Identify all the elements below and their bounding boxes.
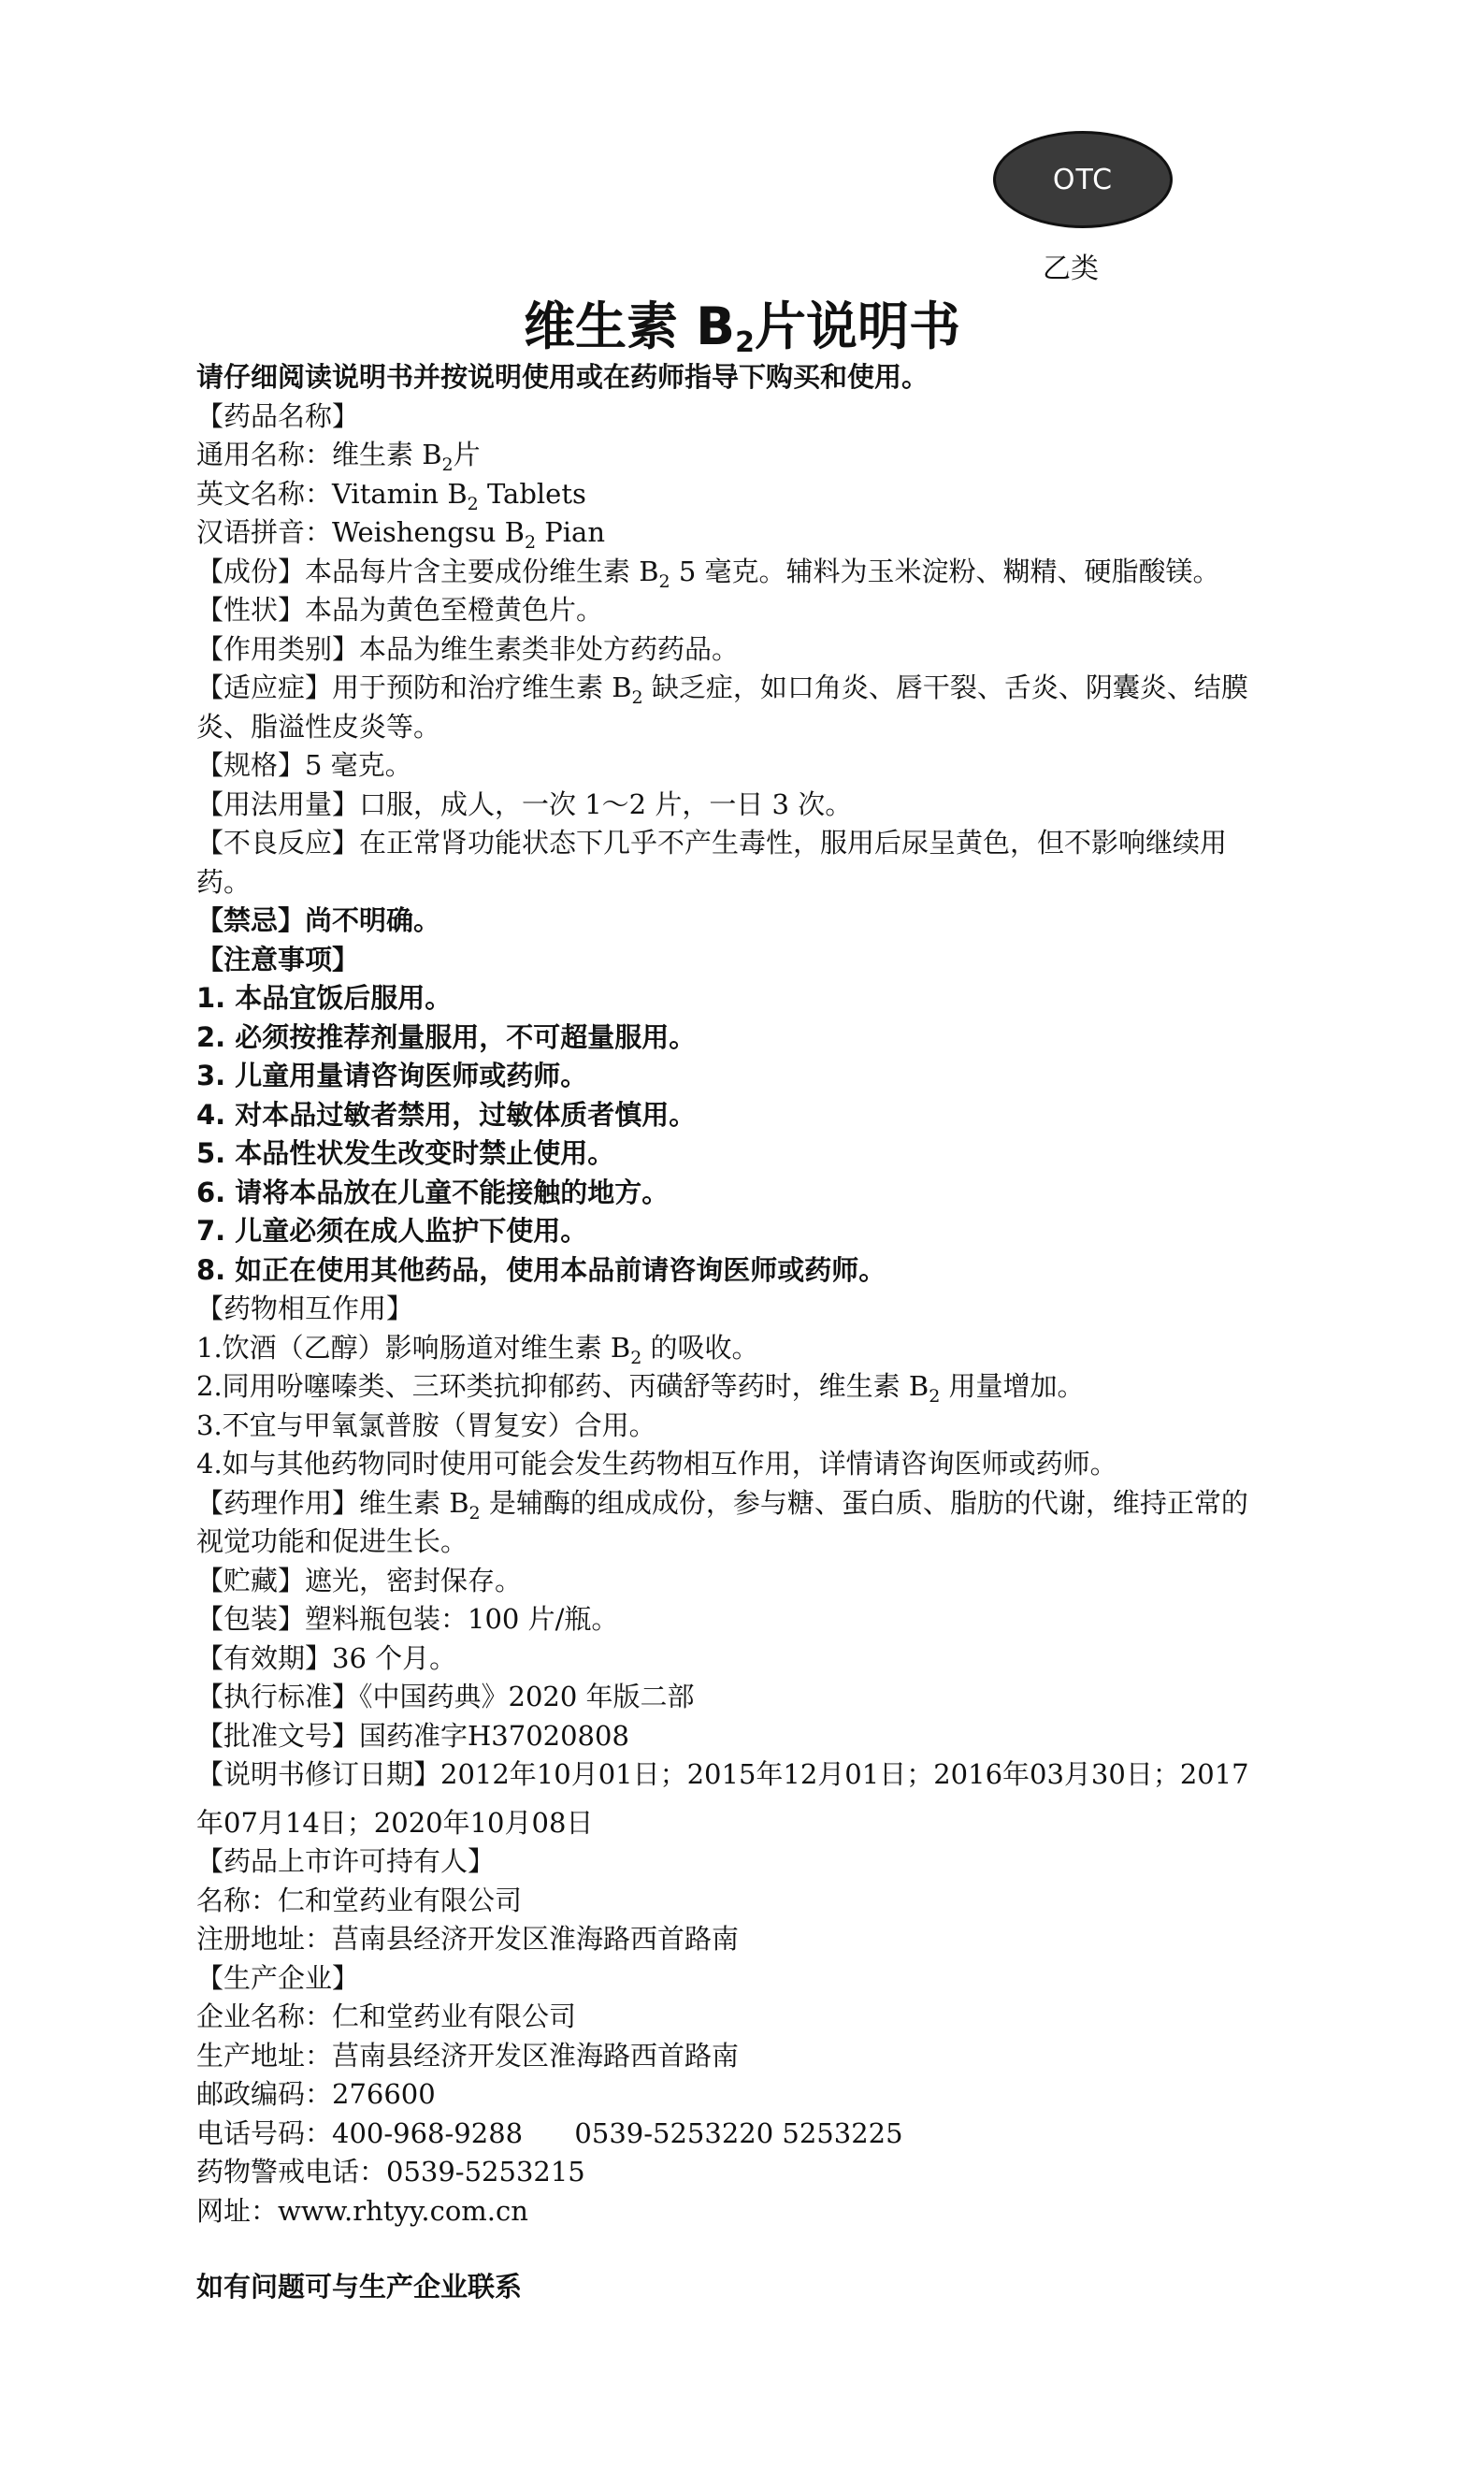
pharmacology-subscript: 2 (468, 1502, 481, 1524)
pinyin-name-post: Pian (536, 516, 606, 548)
english-name-pre: 英文名称：Vitamin B (196, 477, 468, 510)
interaction-1-post: 的吸收。 (641, 1331, 759, 1364)
interaction-item (196, 1367, 1262, 1407)
category: 【作用类别】本品为维生素类非处方药药品。 (196, 632, 740, 665)
indications (196, 669, 1262, 746)
interaction-item (196, 1329, 1262, 1368)
precaution-item: 2. 必须按推荐剂量服用，不可超量服用。 (196, 1020, 697, 1053)
precaution-item: 8. 如正在使用其他药品，使用本品前请咨询医师或药师。 (196, 1253, 886, 1286)
pinyin-name-pre: 汉语拼音：Weishengsu B (196, 516, 525, 548)
pharmacology-pre: 【药理作用】维生素 B (196, 1486, 469, 1519)
precaution-item: 1. 本品宜饭后服用。 (196, 982, 453, 1014)
phone-numbers: 电话号码：400-968-9288 0539-5253220 5253225 (196, 2116, 903, 2149)
approval-number: 【批准文号】国药准字H37020808 (196, 1719, 629, 1752)
mah-heading: 【药品上市许可持有人】 (196, 1845, 496, 1877)
otc-label: OTC (1052, 163, 1114, 196)
mah-address: 注册地址：莒南县经济开发区淮海路西首路南 (196, 1923, 740, 1955)
english-name-subscript: 2 (467, 493, 479, 514)
precaution-item: 6. 请将本品放在儿童不能接触的地方。 (196, 1176, 670, 1208)
storage: 【贮藏】遮光，密封保存。 (196, 1564, 523, 1596)
indications-pre: 【适应症】用于预防和治疗维生素 B (196, 672, 632, 703)
composition-post: 5 毫克。辅料为玉米淀粉、糊精、硬脂酸镁。 (670, 555, 1220, 587)
precaution-item: 5. 本品性状发生改变时禁止使用。 (196, 1137, 615, 1169)
footer-note: 如有问题可与生产企业联系 (196, 2271, 523, 2303)
interactions-heading: 【药物相互作用】 (196, 1293, 414, 1324)
otc-class-label: 乙类 (1043, 253, 1099, 285)
interaction-item: 3.不宜与甲氧氯普胺（胃复安）合用。 (196, 1408, 656, 1441)
generic-name-subscript: 2 (441, 454, 454, 475)
indications-post: 缺乏症，如口角炎、唇干裂、舌炎、阴囊炎、结膜炎、脂溢性皮炎等。 (196, 672, 1248, 743)
generic-name-post: 片 (453, 439, 481, 470)
precaution-item: 3. 儿童用量请咨询医师或药师。 (196, 1060, 588, 1091)
manufacturer-address: 生产地址：莒南县经济开发区淮海路西首路南 (196, 2039, 740, 2072)
english-name (196, 475, 1262, 514)
interaction-2-subscript: 2 (929, 1385, 941, 1407)
standard: 【执行标准】《中国药典》2020 年版二部 (196, 1681, 695, 1712)
pinyin-name (196, 513, 1262, 553)
interaction-1-subscript: 2 (630, 1347, 642, 1368)
drug-name-heading: 【药品名称】 (196, 399, 360, 432)
otc-badge (993, 131, 1173, 228)
generic-name-pre: 通用名称：维生素 B (196, 439, 442, 470)
manufacturer-heading: 【生产企业】 (196, 1961, 360, 1994)
interaction-item: 4.如与其他药物同时使用可能会发生药物相互作用，详情请咨询医师或药师。 (196, 1448, 1117, 1480)
interaction-1-pre: 1.饮酒（乙醇）影响肠道对维生素 B (196, 1331, 631, 1364)
spacer (196, 1795, 1262, 1804)
composition-subscript: 2 (658, 570, 670, 592)
revision-dates-line1: 【说明书修订日期】2012年10月01日；2015年12月01日；2016年03月30日；2017 (196, 1758, 1249, 1790)
validity: 【有效期】36 个月。 (196, 1641, 457, 1674)
page-title (0, 285, 1484, 359)
dosage: 【用法用量】口服，成人，一次 1～2 片，一日 3 次。 (196, 787, 853, 820)
manufacturer-name: 企业名称：仁和堂药业有限公司 (196, 2000, 577, 2032)
specification: 【规格】5 毫克。 (196, 749, 412, 781)
contraindications: 【禁忌】尚不明确。 (196, 904, 441, 936)
revision-dates-line2: 年07月14日；2020年10月08日 (196, 1806, 594, 1839)
english-name-post: Tablets (478, 477, 586, 510)
interaction-2-pre: 2.同用吩噻嗪类、三环类抗抑郁药、丙磺舒等药时，维生素 B (196, 1370, 929, 1402)
appearance: 【性状】本品为黄色至橙黄色片。 (196, 594, 604, 626)
pharmacology (196, 1484, 1262, 1562)
package: 【包装】塑料瓶包装：100 片/瓶。 (196, 1603, 619, 1635)
precautions-heading: 【注意事项】 (196, 943, 360, 975)
notice: 请仔细阅读说明书并按说明使用或在药师指导下购买和使用。 (196, 361, 929, 393)
precaution-item: 4. 对本品过敏者禁用，过敏体质者慎用。 (196, 1098, 697, 1131)
title-post: 片说明书 (754, 296, 960, 356)
spacer (196, 2231, 1262, 2268)
mah-name: 名称：仁和堂药业有限公司 (196, 1884, 523, 1916)
leaflet-body (196, 358, 1262, 2307)
composition (196, 553, 1262, 592)
adverse-reactions: 【不良反应】在正常肾功能状态下几乎不产生毒性，服用后尿呈黄色，但不影响继续用药。 (196, 827, 1228, 898)
indications-subscript: 2 (631, 686, 643, 708)
postcode: 邮政编码：276600 (196, 2078, 436, 2110)
title-pre: 维生素 B (524, 296, 736, 356)
title-subscript: 2 (735, 326, 755, 359)
precaution-item: 7. 儿童必须在成人监护下使用。 (196, 1215, 588, 1247)
composition-pre: 【成份】本品每片含主要成份维生素 B (196, 555, 659, 587)
pinyin-name-subscript: 2 (524, 531, 537, 553)
website[interactable]: 网址：www.rhtyy.com.cn (196, 2194, 528, 2227)
interaction-2-post: 用量增加。 (940, 1370, 1085, 1402)
pharmacology-post: 是辅酶的组成成份，参与糖、蛋白质、脂肪的代谢，维持正常的视觉功能和促进生长。 (196, 1486, 1248, 1557)
generic-name (196, 436, 1262, 475)
alert-phone: 药物警戒电话：0539-5253215 (196, 2156, 585, 2188)
